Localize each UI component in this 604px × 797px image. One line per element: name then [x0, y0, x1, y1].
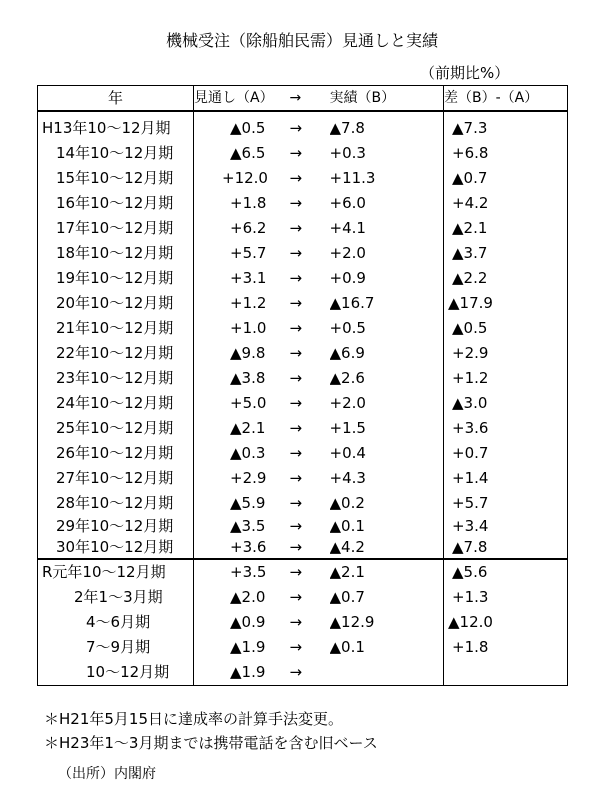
actual-cell: ▲12.9 [329, 613, 375, 631]
forecast-cell: +1.0 [230, 319, 267, 337]
table-row [38, 366, 568, 391]
table-row [38, 537, 568, 559]
actual-cell: ▲0.7 [329, 588, 365, 606]
forecast-cell: +5.7 [230, 244, 267, 262]
arrow-cell: → [289, 269, 303, 287]
year-cell: 16年10～12月期 [38, 191, 194, 216]
forecast-cell: +3.6 [230, 538, 267, 556]
diff-cell: ▲2.1 [444, 216, 568, 241]
actual-cell: ▲16.7 [329, 294, 375, 312]
table-row [38, 291, 568, 316]
header-diff: 差（B）-（A） [444, 86, 568, 112]
arrow-cell: → [289, 294, 303, 312]
year-cell: 15年10～12月期 [38, 166, 194, 191]
actual-cell: ▲6.9 [329, 344, 365, 362]
forecast-cell: ▲2.0 [230, 588, 266, 606]
arrow-cell: → [289, 517, 303, 535]
forecast-table [37, 85, 568, 686]
diff-cell: +0.7 [444, 441, 568, 466]
arrow-cell: → [289, 538, 303, 556]
diff-cell: +4.2 [444, 191, 568, 216]
forecast-cell: +3.5 [194, 559, 290, 585]
year-cell: H13年10～12月期 [38, 111, 194, 141]
arrow-cell: → [289, 119, 303, 137]
actual-cell: ▲2.6 [329, 369, 365, 387]
forecast-cell: ▲0.5 [230, 119, 266, 137]
year-cell: 25年10～12月期 [38, 416, 194, 441]
table-body [38, 111, 568, 686]
forecast-cell: ▲3.5 [230, 517, 266, 535]
actual-cell: +6.0 [329, 194, 366, 212]
header-arrow: → [290, 86, 330, 112]
year-cell: 23年10～12月期 [38, 366, 194, 391]
year-cell: 30年10～12月期 [38, 537, 194, 559]
year-cell: 28年10～12月期 [38, 491, 194, 516]
arrow-cell: → [289, 344, 303, 362]
table-row [38, 559, 568, 585]
forecast-cell: +1.2 [230, 294, 267, 312]
arrow-cell: → [289, 663, 303, 681]
actual-cell: +2.0 [329, 244, 366, 262]
actual-cell: +0.9 [329, 269, 366, 287]
table-row [38, 516, 568, 537]
header-forecast: 見通し（A） [194, 86, 290, 112]
forecast-cell: ▲1.9 [230, 638, 266, 656]
year-cell: 20年10～12月期 [38, 291, 194, 316]
table-row [38, 341, 568, 366]
header-year: 年 [38, 86, 194, 112]
year-cell: 19年10～12月期 [38, 266, 194, 291]
year-cell: 26年10～12月期 [38, 441, 194, 466]
actual-cell: ▲7.8 [329, 119, 365, 137]
diff-cell: ▲17.9 [444, 291, 568, 316]
table-row [38, 491, 568, 516]
diff-cell: +3.4 [444, 516, 568, 537]
actual-cell [330, 660, 444, 686]
arrow-cell: → [289, 419, 303, 437]
forecast-cell: ▲5.9 [230, 494, 266, 512]
arrow-cell: → [289, 219, 303, 237]
diff-cell: ▲3.7 [444, 241, 568, 266]
table-row [38, 416, 568, 441]
table-row [38, 610, 568, 635]
actual-cell: +4.1 [329, 219, 366, 237]
diff-cell: +1.4 [444, 466, 568, 491]
arrow-cell: → [289, 369, 303, 387]
year-cell: 17年10～12月期 [38, 216, 194, 241]
arrow-cell: → [289, 194, 303, 212]
table-row [38, 166, 568, 191]
diff-cell: ▲7.3 [444, 111, 568, 141]
year-cell: 29年10～12月期 [38, 516, 194, 537]
year-cell: 27年10～12月期 [38, 466, 194, 491]
year-cell: 18年10～12月期 [38, 241, 194, 266]
forecast-cell: ▲0.3 [230, 444, 266, 462]
diff-cell: +6.8 [444, 141, 568, 166]
forecast-cell: +1.8 [230, 194, 267, 212]
arrow-cell: → [289, 144, 303, 162]
table-row [38, 241, 568, 266]
diff-cell: ▲12.0 [444, 610, 568, 635]
forecast-cell: +3.1 [230, 269, 267, 287]
diff-cell: +3.6 [444, 416, 568, 441]
note-item: ＊H21年5月15日に達成率の計算手法変更。 [44, 710, 343, 728]
arrow-cell: → [289, 469, 303, 487]
forecast-cell: +2.9 [230, 469, 267, 487]
diff-cell: ▲0.7 [444, 166, 568, 191]
table-row [38, 191, 568, 216]
table-row [38, 111, 568, 141]
arrow-cell: → [289, 444, 303, 462]
year-cell: 4～6月期 [38, 610, 194, 635]
page-title: 機械受注（除船舶民需）見通しと実績 [165, 31, 438, 50]
note-item: ＊H23年1～3月期までは携帯電話を含む旧ベース [44, 734, 378, 752]
actual-cell: +0.3 [329, 144, 366, 162]
diff-cell: ▲5.6 [444, 559, 568, 585]
diff-cell: ▲2.2 [444, 266, 568, 291]
diff-cell: +1.8 [444, 635, 568, 660]
forecast-cell: ▲3.8 [230, 369, 266, 387]
table-header-row [38, 86, 568, 112]
actual-cell: +2.0 [329, 394, 366, 412]
forecast-cell: +5.0 [230, 394, 267, 412]
arrow-cell: → [289, 588, 303, 606]
arrow-cell: → [289, 613, 303, 631]
year-cell: 21年10～12月期 [38, 316, 194, 341]
diff-cell: +1.2 [444, 366, 568, 391]
diff-cell: ▲7.8 [444, 537, 568, 559]
actual-cell: +4.3 [329, 469, 366, 487]
table-row [38, 216, 568, 241]
forecast-cell: ▲1.9 [230, 663, 266, 681]
actual-cell: ▲0.1 [329, 517, 365, 535]
diff-cell: +5.7 [444, 491, 568, 516]
forecast-cell: +6.2 [230, 219, 267, 237]
year-cell: 14年10～12月期 [38, 141, 194, 166]
diff-cell: ▲3.0 [444, 391, 568, 416]
actual-cell: +0.4 [329, 444, 366, 462]
actual-cell: +11.3 [329, 169, 376, 187]
table-row [38, 660, 568, 686]
table-row [38, 466, 568, 491]
forecast-cell: +12.0 [222, 169, 268, 187]
header-actual: 実績（B） [330, 86, 444, 112]
table-row [38, 585, 568, 610]
actual-cell: ▲0.1 [329, 638, 365, 656]
arrow-cell: → [289, 494, 303, 512]
diff-cell: +1.3 [444, 585, 568, 610]
arrow-cell: → [290, 559, 330, 585]
arrow-cell: → [289, 394, 303, 412]
table-row [38, 266, 568, 291]
forecast-cell: ▲9.8 [230, 344, 266, 362]
table-row [38, 316, 568, 341]
actual-cell: +1.5 [329, 419, 366, 437]
actual-cell: ▲4.2 [329, 538, 365, 556]
year-cell: 22年10～12月期 [38, 341, 194, 366]
actual-cell: +0.5 [329, 319, 366, 337]
year-cell: 7～9月期 [38, 635, 194, 660]
arrow-cell: → [289, 244, 303, 262]
forecast-cell: ▲0.9 [230, 613, 266, 631]
table-row [38, 141, 568, 166]
diff-cell [444, 660, 568, 686]
actual-cell: ▲0.2 [329, 494, 365, 512]
source-label: （出所）内閣府 [58, 766, 156, 782]
arrow-cell: → [289, 169, 303, 187]
diff-cell: ▲0.5 [444, 316, 568, 341]
diff-cell: +2.9 [444, 341, 568, 366]
year-cell: R元年10～12月期 [38, 559, 194, 585]
table-row [38, 391, 568, 416]
table-row [38, 441, 568, 466]
forecast-cell: ▲6.5 [230, 144, 266, 162]
arrow-cell: → [289, 638, 303, 656]
notes [44, 707, 378, 755]
year-cell: 24年10～12月期 [38, 391, 194, 416]
unit-label: （前期比%） [420, 64, 510, 82]
forecast-cell: ▲2.1 [230, 419, 266, 437]
year-cell: 10～12月期 [38, 660, 194, 686]
arrow-cell: → [289, 319, 303, 337]
actual-cell: ▲2.1 [330, 559, 444, 585]
year-cell: 2年1～3月期 [38, 585, 194, 610]
table-row [38, 635, 568, 660]
